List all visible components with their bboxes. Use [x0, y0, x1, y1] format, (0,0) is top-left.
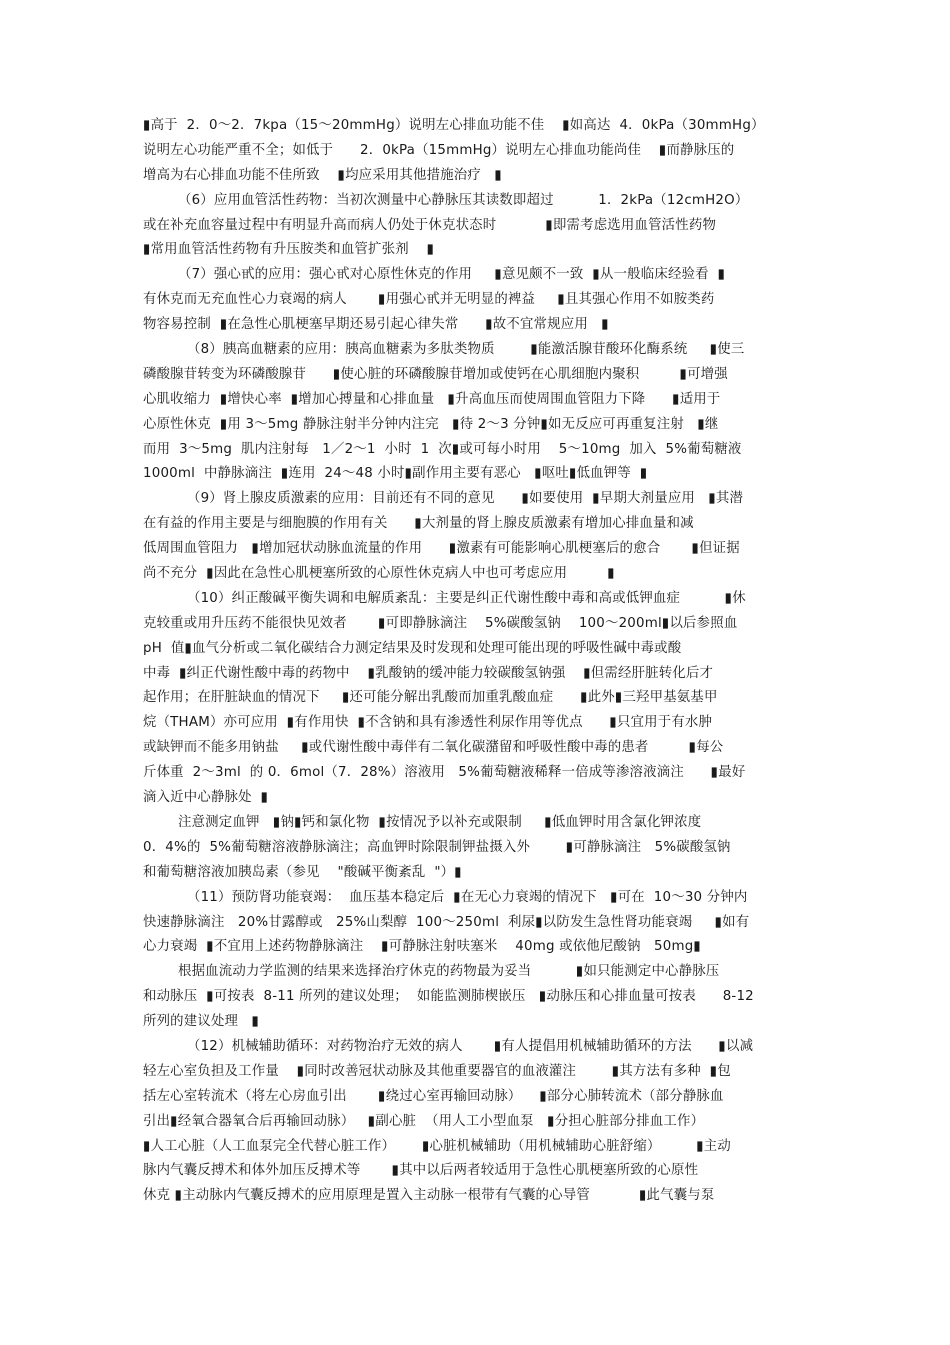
text-line: 增高为右心排血功能不佳所致 ▮均应采用其他措施治疗 ▮ [143, 167, 502, 183]
text-line: 或在补充血容量过程中有明显升高而病人仍处于休克状态时 ▮即需考虑选用血管活性药物 [143, 217, 717, 233]
text-line: 所列的建议处理 ▮ [143, 1014, 260, 1030]
text-line: 快速静脉滴注 20%甘露醇或 25%山梨醇 100～250ml 利尿▮以防发生急性肾功能衰竭 ▮如有 [143, 914, 750, 930]
text-line: 烷（THAM）亦可应用 ▮有作用快 ▮不含钠和具有渗透性利尿作用等优点 ▮只宜用于有水肿 [143, 715, 713, 731]
text-line: 物容易控制 ▮在急性心肌梗塞早期还易引起心律失常 ▮故不宜常规应用 ▮ [143, 317, 609, 333]
text-line: 有休克而无充血性心力衰竭的病人 ▮用强心甙并无明显的裨益 ▮且其强心作用不如胺类药 [143, 292, 715, 308]
text-line: 心力衰竭 ▮不宜用上述药物静脉滴注 ▮可静脉注射呋塞米 40mg 或依他尼酸钠 50mg▮ [143, 939, 701, 955]
text-line: 说明左心功能严重不全；如低于 2．0kPa（15mmHg）说明左心排血功能尚佳 ▮而静脉压的 [143, 142, 735, 158]
paragraph-start-line: 注意测定血钾 ▮钠▮钙和氯化物 ▮按情况予以补充或限制 ▮低血钾时用含氯化钾浓度 [178, 814, 702, 830]
text-line: 滴入近中心静脉处 ▮ [143, 790, 269, 806]
text-line: 斤体重 2～3ml 的 0．6mol（7．28%）溶液用 5%葡萄糖液稀释一倍成等渗溶液滴注 ▮最好 [143, 765, 746, 781]
paragraph-start-line: （11）预防肾功能衰竭： 血压基本稳定后 ▮在无心力衰竭的情况下 ▮可在 10～30 分钟内 [187, 889, 748, 905]
paragraph-start-line: （7）强心甙的应用：强心甙对心原性休克的作用 ▮意见颇不一致 ▮从一般临床经验看 ▮ [178, 267, 726, 283]
text-line: 休克 ▮主动脉内气囊反搏术的应用原理是置入主动脉一根带有气囊的心导管 ▮此气囊与泵 [143, 1188, 715, 1204]
text-line: 尚不充分 ▮因此在急性心肌梗塞所致的心原性休克病人中也可考虑应用 ▮ [143, 566, 615, 582]
text-line: 低周围血管阻力 ▮增加冠状动脉血流量的作用 ▮激素有可能影响心肌梗塞后的愈合 ▮但证据 [143, 541, 740, 557]
paragraph-start-line: （6）应用血管活性药物：当初次测量中心静脉压其读数即超过 1．2kPa（12cmH2O） [178, 192, 749, 208]
paragraph-start-line: （12）机械辅助循环：对药物治疗无效的病人 ▮有人提倡用机械辅助循环的方法 ▮以减 [187, 1038, 754, 1054]
text-line: 和葡萄糖溶液加胰岛素（参见 "酸碱平衡紊乱 "）▮ [143, 864, 462, 880]
text-line: 在有益的作用主要是与细胞膜的作用有关 ▮大剂量的肾上腺皮质激素有增加心排血量和减 [143, 516, 694, 532]
text-line: ▮人工心脏（人工血泵完全代替心脏工作） ▮心脏机械辅助（用机械辅助心脏舒缩） ▮主动 [143, 1138, 731, 1154]
text-line: 心原性休克 ▮用 3～5mg 静脉注射半分钟内注完 ▮待 2～3 分钟▮如无反应可再重复注射 ▮继 [143, 416, 719, 432]
text-line: 脉内气囊反搏术和体外加压反搏术等 ▮其中以后两者较适用于急性心肌梗塞所致的心原性 [143, 1163, 699, 1179]
text-line: 括左心室转流术（将左心房血引出 ▮绕过心室再输回动脉） ▮部分心肺转流术（部分静脉血 [143, 1088, 724, 1104]
text-line: 1000ml 中静脉滴注 ▮连用 24～48 小时▮副作用主要有恶心 ▮呕吐▮低血钾等 ▮ [143, 466, 648, 482]
text-line: 和动脉压 ▮可按表 8-11 所列的建议处理； 如能监测肺楔嵌压 ▮动脉压和心排血量可按表 8-12 [143, 989, 754, 1005]
document-body [143, 114, 805, 1209]
text-line: 引出▮经氧合器氧合后再输回动脉） ▮副心脏 （用人工小型血泵 ▮分担心脏部分排血工作） [143, 1113, 705, 1129]
paragraph-start-line: （8）胰高血糖素的应用：胰高血糖素为多肽类物质 ▮能激活腺苷酸环化酶系统 ▮使三 [187, 342, 745, 358]
text-line: 轻左心室负担及工作量 ▮同时改善冠状动脉及其他重要器官的血液灌注 ▮其方法有多种 ▮包 [143, 1063, 731, 1079]
paragraph-start-line: （10）纠正酸碱平衡失调和电解质紊乱：主要是纠正代谢性酸中毒和高或低钾血症 ▮休 [187, 590, 746, 606]
text-line: 或缺钾而不能多用钠盐 ▮或代谢性酸中毒伴有二氧化碳潴留和呼吸性酸中毒的患者 ▮每公 [143, 740, 724, 756]
text-line: 起作用；在肝脏缺血的情况下 ▮还可能分解出乳酸而加重乳酸血症 ▮此外▮三羟甲基氨基甲 [143, 690, 718, 706]
text-line: 磷酸腺苷转变为环磷酸腺苷 ▮使心脏的环磷酸腺苷增加或使钙在心肌细胞内聚积 ▮可增强 [143, 366, 728, 382]
text-line: ▮常用血管活性药物有升压胺类和血管扩张剂 ▮ [143, 242, 435, 258]
text-line: 而用 3～5mg 肌内注射每 1／2～1 小时 1 次▮或可每小时用 5～10mg 加入 5%葡萄糖液 [143, 441, 742, 457]
text-line: 克较重或用升压药不能很快见效者 ▮可即静脉滴注 5%碳酸氢钠 100～200ml▮以后参照血 [143, 615, 738, 631]
paragraph-start-line: （9）肾上腺皮质激素的应用：目前还有不同的意见 ▮如要使用 ▮早期大剂量应用 ▮其潜 [187, 491, 744, 507]
text-line: 中毒 ▮纠正代谢性酸中毒的药物中 ▮乳酸钠的缓冲能力较碳酸氢钠强 ▮但需经肝脏转化后才 [143, 665, 714, 681]
text-line: 0．4%的 5%葡萄糖溶液静脉滴注；高血钾时除限制钾盐摄入外 ▮可静脉滴注 5%碳酸氢钠 [143, 839, 731, 855]
text-line: 心肌收缩力 ▮增快心率 ▮增加心搏量和心排血量 ▮升高血压而使周围血管阻力下降 ▮适用于 [143, 391, 721, 407]
paragraph-start-line: 根据血流动力学监测的结果来选择治疗休克的药物最为妥当 ▮如只能测定中心静脉压 [178, 964, 720, 980]
text-line: ▮高于 2．0～2．7kpa（15～20mmHg）说明左心排血功能不佳 ▮如高达 4．0kPa（30mmHg） [143, 118, 765, 133]
text-line: pH 值▮血气分析或二氧化碳结合力测定结果及时发现和处理可能出现的呼吸性碱中毒或酸 [143, 640, 682, 656]
